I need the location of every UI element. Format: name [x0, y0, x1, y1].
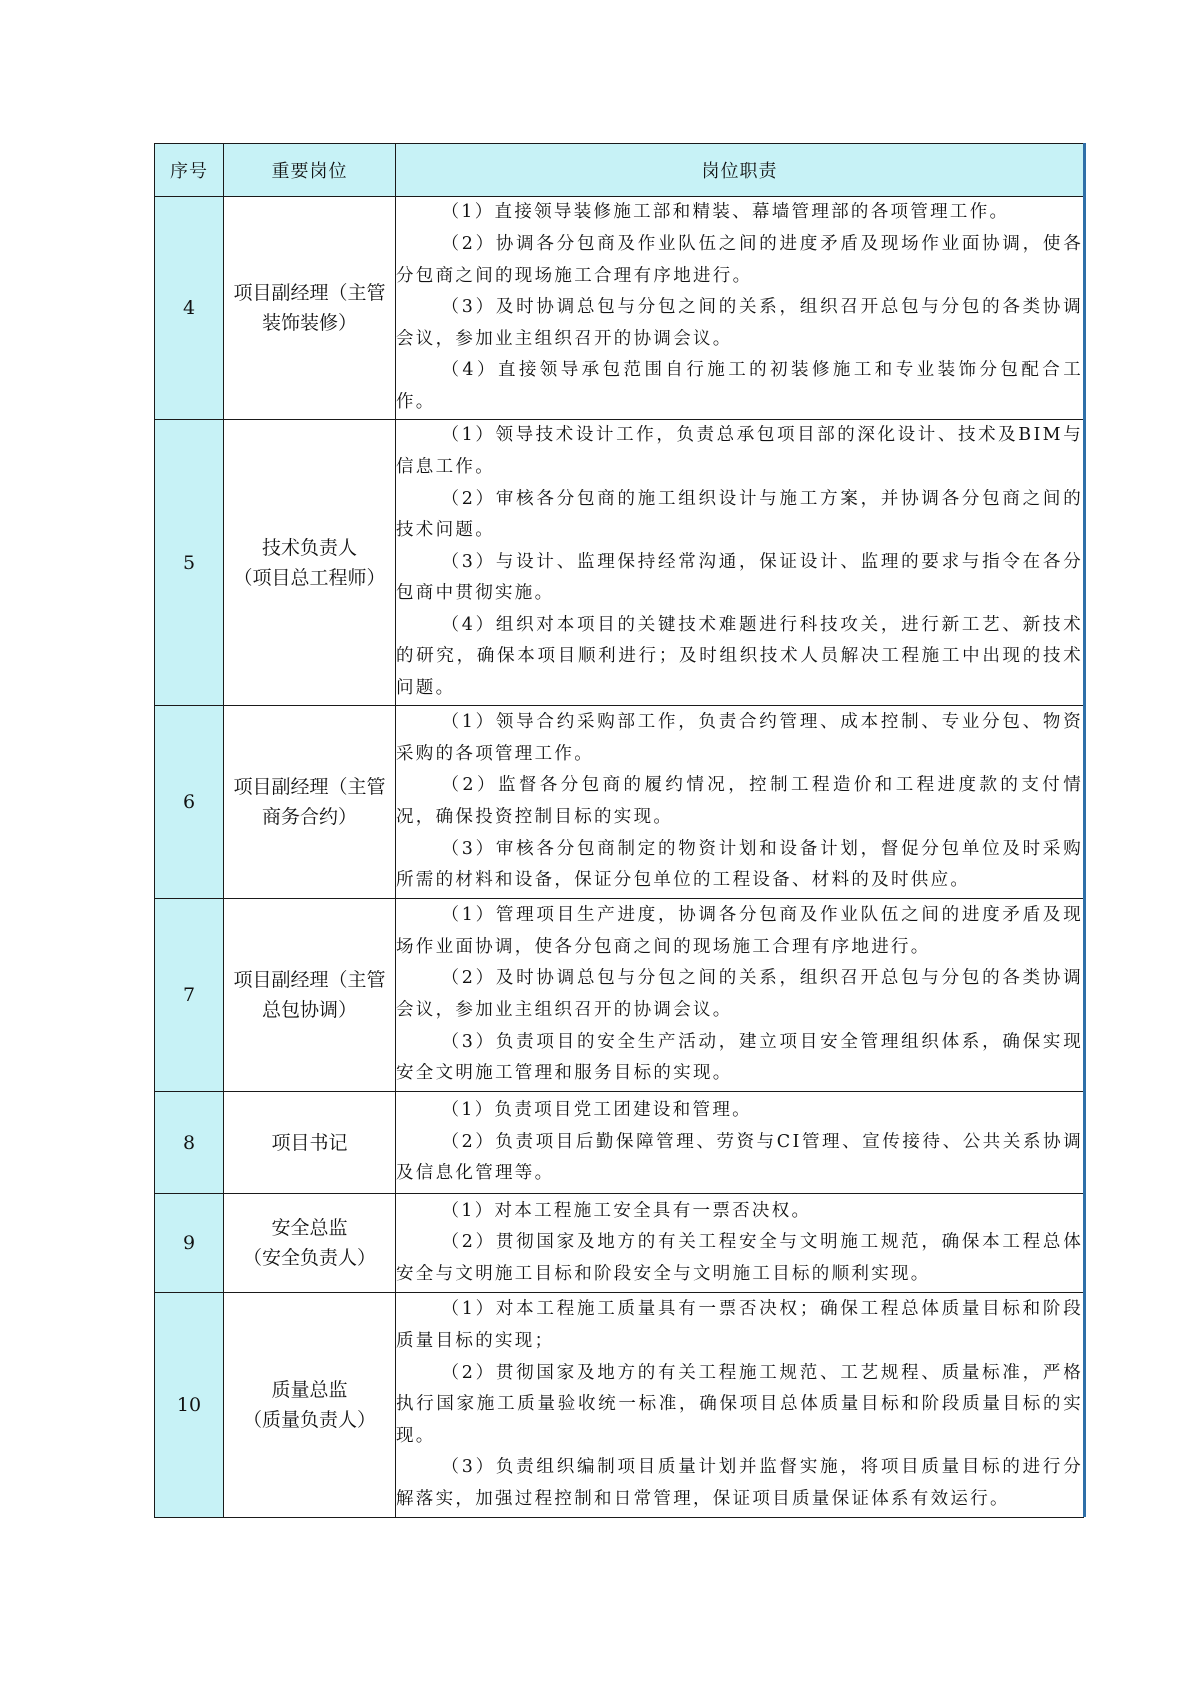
position-line: （项目总工程师） [233, 566, 386, 589]
row-duties [396, 420, 1084, 706]
row-seq: 8 [155, 1092, 224, 1194]
row-seq: 10 [155, 1293, 224, 1518]
table-row [155, 1293, 1084, 1518]
duty-item: （1）领导合约采购部工作，负责合约管理、成本控制、专业分包、物资采购的各项管理工作。 [396, 712, 1083, 764]
duty-item: （1）直接领导装修施工部和精装、幕墙管理部的各项管理工作。 [441, 202, 1010, 223]
position-line: 总包协调） [261, 999, 357, 1021]
row-position [224, 1194, 396, 1293]
duty-item: （1）对本工程施工安全具有一票否决权。 [441, 1200, 812, 1221]
duty-item: （2）负责项目后勤保障管理、劳资与CI管理、宣传接待、公共关系协调及信息化管理等。 [396, 1131, 1083, 1184]
row-duties [396, 1293, 1084, 1518]
header-duties: 岗位职责 [396, 144, 1084, 197]
table-row [155, 706, 1084, 899]
table-row [155, 197, 1084, 420]
duty-item: （2）审核各分包商的施工组织设计与施工方案，并协调各分包商之间的技术问题。 [396, 488, 1083, 541]
table-row [155, 1092, 1084, 1194]
header-seq: 序号 [155, 144, 224, 197]
table-row [155, 899, 1084, 1092]
position-line: 安全总监 [271, 1217, 348, 1239]
duty-item: （4）直接领导承包范围自行施工的初装修施工和专业装饰分包配合工作。 [396, 360, 1083, 412]
row-seq: 4 [155, 197, 224, 420]
row-duties [396, 706, 1084, 899]
position-line: （质量负责人） [242, 1409, 376, 1431]
position-line: （安全负责人） [242, 1247, 376, 1269]
position-line: 项目副经理（主管 [233, 776, 386, 798]
position-line: 质量总监 [271, 1379, 348, 1401]
position-line: 项目副经理（主管 [233, 969, 386, 991]
duty-item: （3）与设计、监理保持经常沟通，保证设计、监理的要求与指令在各分包商中贯彻实施。 [396, 551, 1083, 604]
duty-item: （2）监督各分包商的履约情况，控制工程造价和工程进度款的支付情况，确保投资控制目标的实现。 [396, 775, 1083, 827]
position-line: 项目书记 [271, 1131, 348, 1154]
duty-item: （1）负责项目党工团建设和管理。 [441, 1100, 752, 1121]
row-duties [396, 899, 1084, 1092]
duty-item: （3）审核各分包商制定的物资计划和设备计划，督促分包单位及时采购所需的材料和设备，保证分包单位的工程设备、材料的及时供应。 [396, 838, 1083, 891]
row-seq: 7 [155, 899, 224, 1092]
row-seq: 5 [155, 420, 224, 706]
row-duties [396, 1092, 1084, 1194]
header-row [155, 144, 1084, 197]
duty-item: （3）负责组织编制项目质量计划并监督实施，将项目质量目标的进行分解落实，加强过程控制和日常管理，保证项目质量保证体系有效运行。 [396, 1457, 1083, 1509]
position-line: 商务合约） [261, 806, 357, 828]
row-position [224, 420, 396, 706]
position-line: 项目副经理（主管 [233, 282, 386, 304]
duty-item: （3）负责项目的安全生产活动，建立项目安全管理组织体系，确保实现安全文明施工管理和服务目标的实现。 [396, 1031, 1083, 1084]
position-line: 装饰装修） [261, 312, 357, 334]
duty-item: （1）对本工程施工质量具有一票否决权；确保工程总体质量目标和阶段质量目标的实现； [396, 1299, 1083, 1352]
row-seq: 6 [155, 706, 224, 899]
row-position [224, 706, 396, 899]
row-position [224, 1092, 396, 1194]
duties-table [154, 143, 1084, 1518]
table-row [155, 1194, 1084, 1293]
row-position [224, 1293, 396, 1518]
row-duties [396, 1194, 1084, 1293]
duty-item: （2）贯彻国家及地方的有关工程安全与文明施工规范，确保本工程总体安全与文明施工目标和阶段安全与文明施工目标的顺利实现。 [396, 1232, 1083, 1284]
row-position [224, 197, 396, 420]
duty-item: （2）协调各分包商及作业队伍之间的进度矛盾及现场作业面协调，使各分包商之间的现场施工合理有序地进行。 [396, 234, 1083, 286]
duty-item: （3）及时协调总包与分包之间的关系，组织召开总包与分包的各类协调会议，参加业主组织召开的协调会议。 [396, 297, 1083, 349]
duty-item: （1）管理项目生产进度，协调各分包商及作业队伍之间的进度矛盾及现场作业面协调，使各分包商之间的现场施工合理有序地进行。 [396, 905, 1083, 957]
duty-item: （4）组织对本项目的关键技术难题进行科技攻关，进行新工艺、新技术的研究，确保本项目顺利进行；及时组织技术人员解决工程施工中出现的技术问题。 [396, 614, 1083, 699]
row-seq: 9 [155, 1194, 224, 1293]
table-right-edge-bar [1083, 143, 1086, 1517]
duty-item: （2）贯彻国家及地方的有关工程施工规范、工艺规程、质量标准，严格执行国家施工质量验收统一标准，确保项目总体质量目标和阶段质量目标的实现。 [396, 1362, 1083, 1446]
row-duties [396, 197, 1084, 420]
header-position: 重要岗位 [224, 144, 396, 197]
duty-item: （1）领导技术设计工作，负责总承包项目部的深化设计、技术及BIM与信息工作。 [396, 425, 1083, 477]
duty-item: （2）及时协调总包与分包之间的关系，组织召开总包与分包的各类协调会议，参加业主组织召开的协调会议。 [396, 968, 1083, 1020]
position-line: 技术负责人 [261, 536, 357, 559]
table-row [155, 420, 1084, 706]
row-position [224, 899, 396, 1092]
